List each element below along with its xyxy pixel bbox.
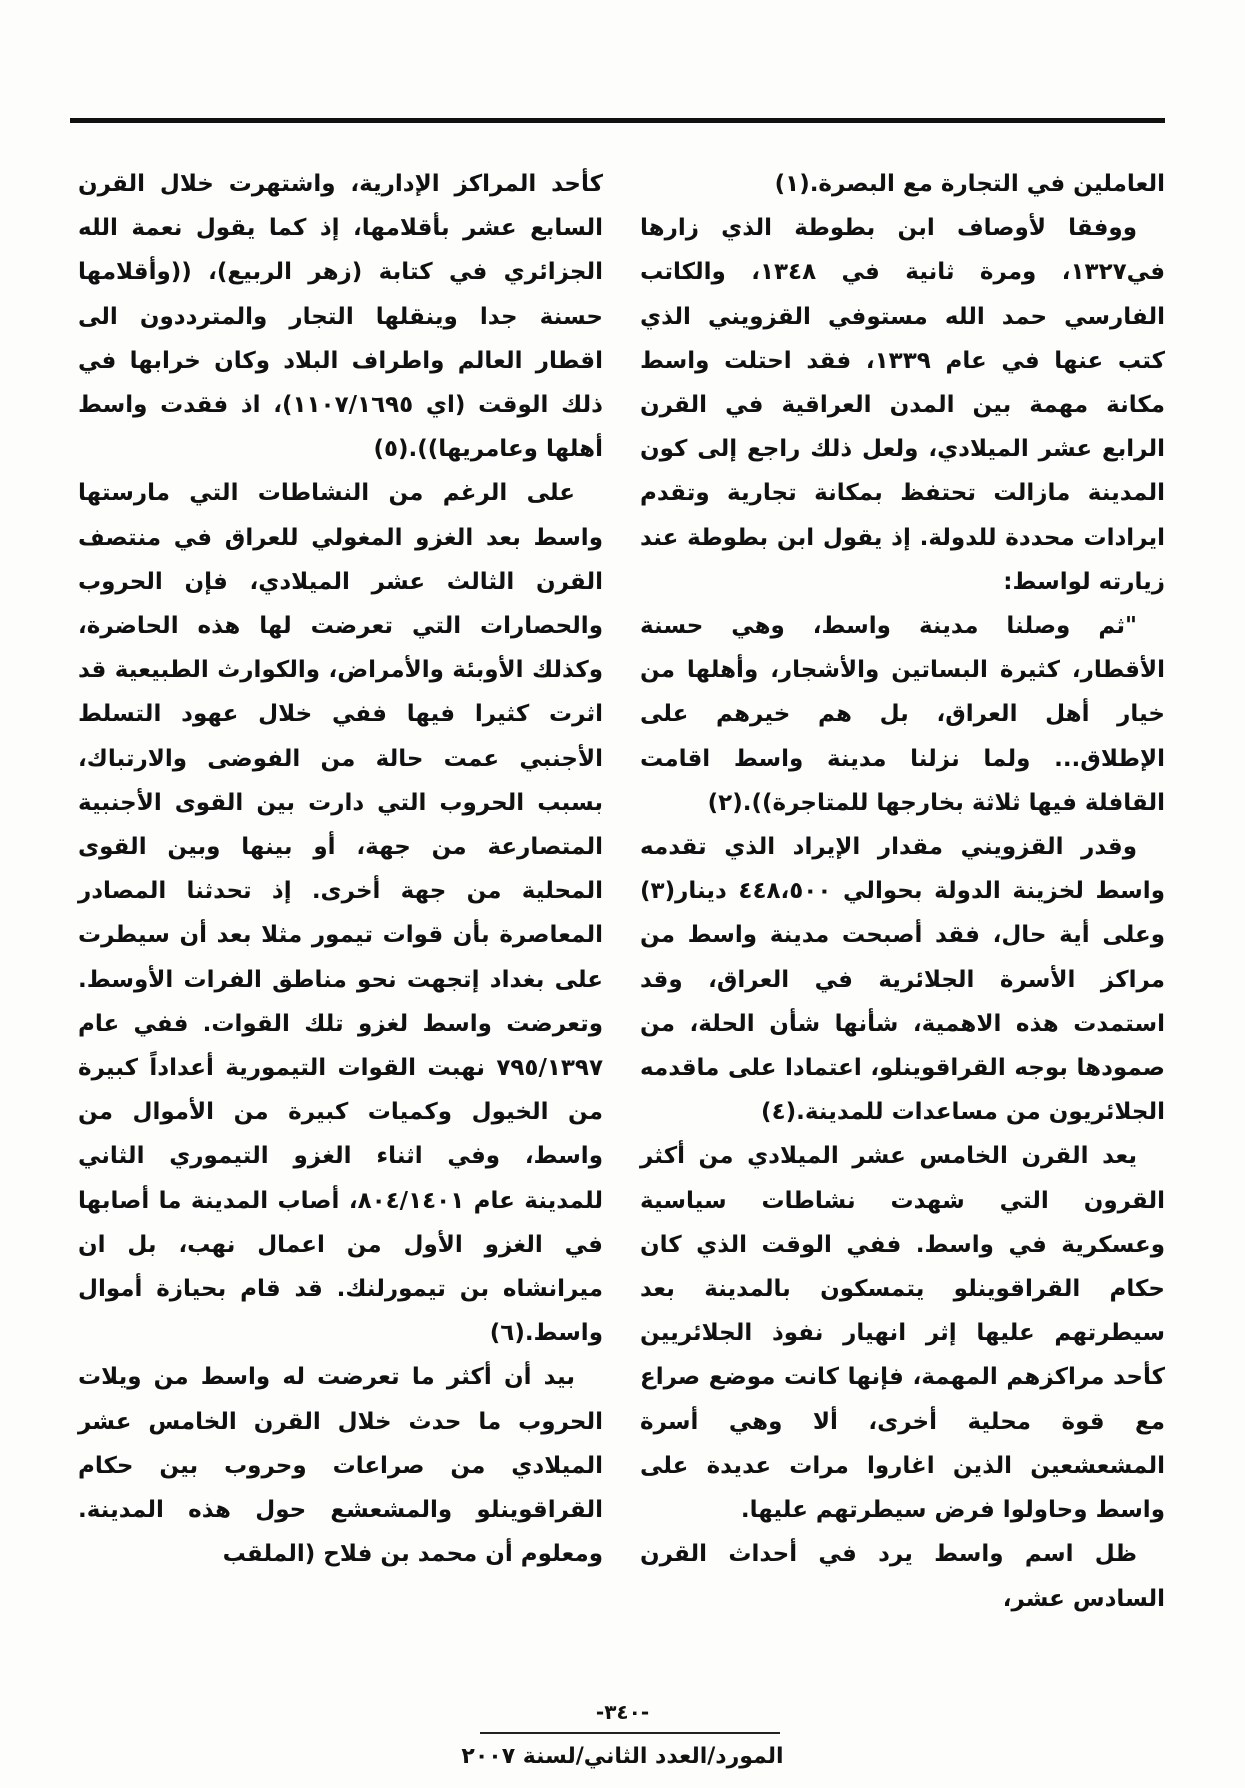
left-text-column	[78, 162, 603, 1577]
paragraph: كأحد المراكز الإدارية، واشتهرت خلال القرن السابع عشر بأقلامها، إذ كما يقول نعمة الله الجزائري في كتابة (زهر الربيع)، ((وأقلامها حسنة جدا وينقلها التجار والمترددون الى اقطار العالم واطراف البلاد وكان خرابها في ذلك الوقت (اي ١١٠٧/١٦٩٥)، اذ فقدت واسط أهلها وعامريها)).(٥)	[78, 171, 603, 463]
paragraph: بيد أن أكثر ما تعرضت له واسط من ويلات الحروب ما حدث خلال القرن الخامس عشر الميلادي من صراعات وحروب بين حكام القراقوينلو والمشعشع حول هذه المدينة. ومعلوم أن محمد بن فلاح (الملقب	[78, 1364, 603, 1568]
quote-paragraph: "ثم وصلنا مدينة واسط، وهي حسنة الأقطار، كثيرة البساتين والأشجار، وأهلها من خيار أهل العراق، بل هم خيرهم على الإطلاق... ولما نزلنا مدينة واسط اقامت القافلة فيها ثلاثة بخارجها للمتاجرة)).(٢)	[640, 613, 1165, 816]
paragraph: العاملين في التجارة مع البصرة.(١)	[774, 171, 1165, 197]
right-text-column	[640, 162, 1165, 1621]
paragraph: على الرغم من النشاطات التي مارستها واسط بعد الغزو المغولي للعراق في منتصف القرن الثالث عشر الميلادي، فإن الحروب والحصارات التي تعرضت لها هذه الحاضرة، وكذلك الأوبئة والأمراض، والكوارث الطبيعية قد اثرت كثيرا فيها ففي خلال عهود التسلط الأجنبي عمت حالة من الفوضى والارتباك، بسبب الحروب التي دارت بين القوى الأجنبية المتصارعة من جهة، أو بينها وبين القوى المحلية من جهة أخرى. إذ تحدثنا المصادر المعاصرة بأن قوات تيمور مثلا بعد أن سيطرت على بغداد إتجهت نحو مناطق الفرات الأوسط. وتعرضت واسط لغزو تلك القوات. ففي عام ٧٩٥/١٣٩٧ نهبت القوات التيمورية أعداداً كبيرة من الخيول وكميات كبيرة من الأموال من واسط، وفي اثناء الغزو التيموري الثاني للمدينة عام ٨٠٤/١٤٠١، أصاب المدينة ما أصابها في الغزو الأول من اعمال نهب، بل ان ميرانشاه بن تيمورلنك. قد قام بحيازة أموال واسط.(٦)	[78, 480, 603, 1347]
page-number: -٣٤٠-	[595, 1700, 650, 1724]
journal-footer: المورد/العدد الثاني/لسنة ٢٠٠٧	[461, 1744, 784, 1769]
paragraph: يعد القرن الخامس عشر الميلادي من أكثر القرون التي شهدت نشاطات سياسية وعسكرية في واسط. ففي الوقت الذي كان حكام القراقوينلو يتمسكون بالمدينة بعد سيطرتهم عليها إثر انهيار نفوذ الجلائريين كأحد مراكزهم المهمة، فإنها كانت موضع صراع مع قوة محلية أخرى، ألا وهي أسرة المشعشعين الذين اغاروا مرات عديدة على واسط وحاولوا فرض سيطرتهم عليها.	[640, 1143, 1165, 1524]
paragraph: وقدر القزويني مقدار الإيراد الذي تقدمه واسط لخزينة الدولة بحوالي ٤٤٨،٥٠٠ دينار(٣) وعلى أية حال، فقد أصبحت مدينة واسط من مراكز الأسرة الجلائرية في العراق، وقد استمدت هذه الاهمية، شأنها شأن الحلة، من صمودها بوجه القراقوينلو، اعتمادا على ماقدمه الجلائريون من مساعدات للمدينة.(٤)	[640, 834, 1165, 1126]
header-rule	[70, 118, 1165, 123]
paragraph: ظل اسم واسط يرد في أحداث القرن السادس عشر،	[640, 1541, 1165, 1612]
footer-rule	[480, 1732, 780, 1734]
paragraph: ووفقا لأوصاف ابن بطوطة الذي زارها في١٣٢٧، ومرة ثانية في ١٣٤٨، والكاتب الفارسي حمد الله مستوفي القزويني الذي كتب عنها في عام ١٣٣٩، فقد احتلت واسط مكانة مهمة بين المدن العراقية في القرن الرابع عشر الميلادي، ولعل ذلك راجع إلى كون المدينة مازالت تحتفظ بمكانة تجارية وتقدم ايرادات محددة للدولة. إذ يقول ابن بطوطة عند زيارته لواسط:	[640, 215, 1166, 595]
